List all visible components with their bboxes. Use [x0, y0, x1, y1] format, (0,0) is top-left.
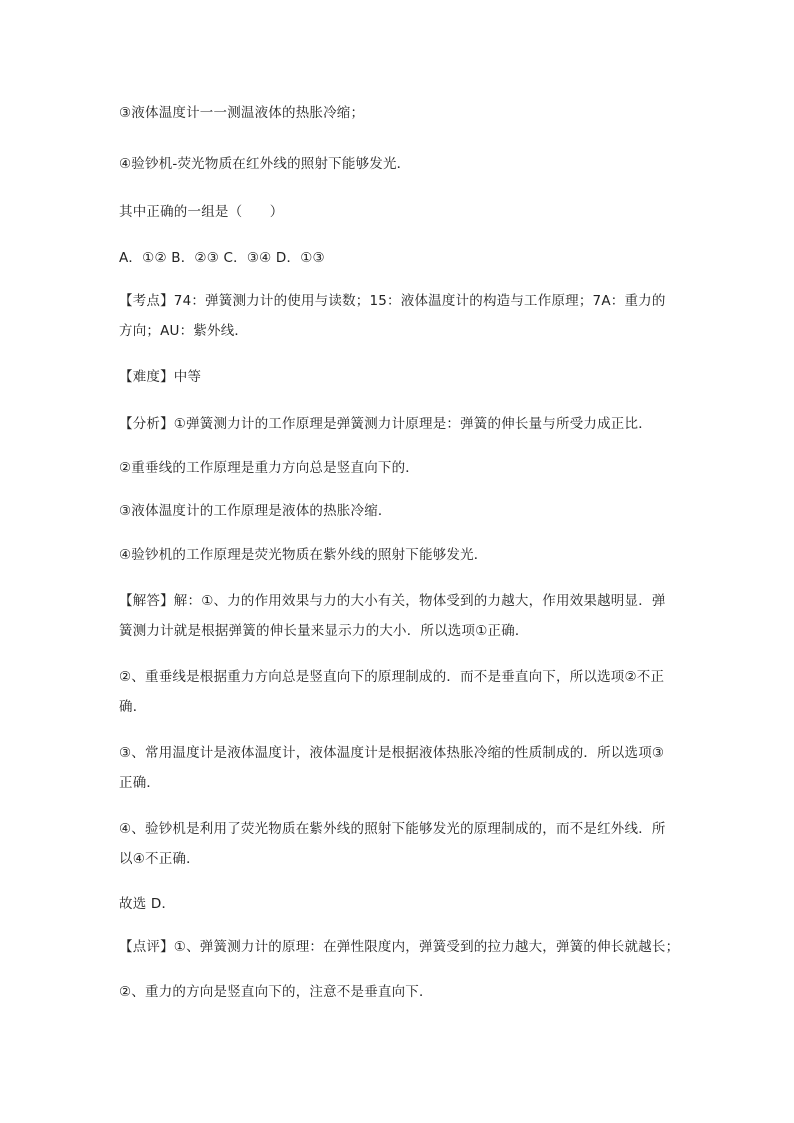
comment-line-2: ②、重力的方向是竖直向下的，注意不是垂直向下．: [119, 984, 433, 1000]
text-line-1: ③液体温度计一一测温液体的热胀冷缩；: [119, 105, 365, 121]
solution-line-3b: 正确．: [119, 775, 161, 791]
comment-line-1: 【点评】①、弹簧测力计的原理：在弹性限度内，弹簧受到的拉力越大，弹簧的伸长就越长；: [119, 939, 680, 955]
kaodian-line-1: 【考点】74：弹簧测力计的使用与读数；15：液体温度计的构造与工作原理；7A：重力的: [119, 293, 666, 309]
solution-line-2b: 确．: [119, 699, 147, 715]
text-line-2: ④验钞机-荧光物质在红外线的照射下能够发光．: [119, 156, 411, 172]
final-choice: 故选 D．: [119, 896, 176, 912]
analysis-line-4: ④验钞机的工作原理是荧光物质在紫外线的照射下能够发光．: [119, 547, 488, 563]
kaodian-line-2: 方向；AU：紫外线．: [119, 323, 249, 339]
analysis-line-3: ③液体温度计的工作原理是液体的热胀冷缩．: [119, 503, 392, 519]
solution-line-1a: 【解答】解：①、力的作用效果与力的大小有关，物体受到的力越大，作用效果越明显．弹: [119, 593, 666, 609]
difficulty-line: 【难度】中等: [119, 369, 202, 385]
analysis-line-1: 【分析】①弹簧测力计的工作原理是弹簧测力计原理是：弹簧的伸长量与所受力成正比．: [119, 416, 652, 432]
solution-line-3a: ③、常用温度计是液体温度计，液体温度计是根据液体热胀冷缩的性质制成的．所以选项③: [119, 745, 665, 761]
solution-line-1b: 簧测力计就是根据弹簧的伸长量来显示力的大小．所以选项①正确．: [119, 623, 529, 639]
analysis-line-2: ②重垂线的工作原理是重力方向总是竖直向下的．: [119, 460, 420, 476]
solution-line-2a: ②、重垂线是根据重力方向总是竖直向下的原理制成的．而不是垂直向下，所以选项②不正: [119, 669, 665, 685]
answer-options: A．①② B．②③ C．③④ D．①③: [119, 250, 325, 266]
solution-line-4b: 以④不正确．: [119, 851, 200, 867]
question-prompt: 其中正确的一组是（ ）: [119, 204, 284, 220]
solution-line-4a: ④、验钞机是利用了荧光物质在紫外线的照射下能够发光的原理制成的，而不是红外线．所: [119, 821, 666, 837]
